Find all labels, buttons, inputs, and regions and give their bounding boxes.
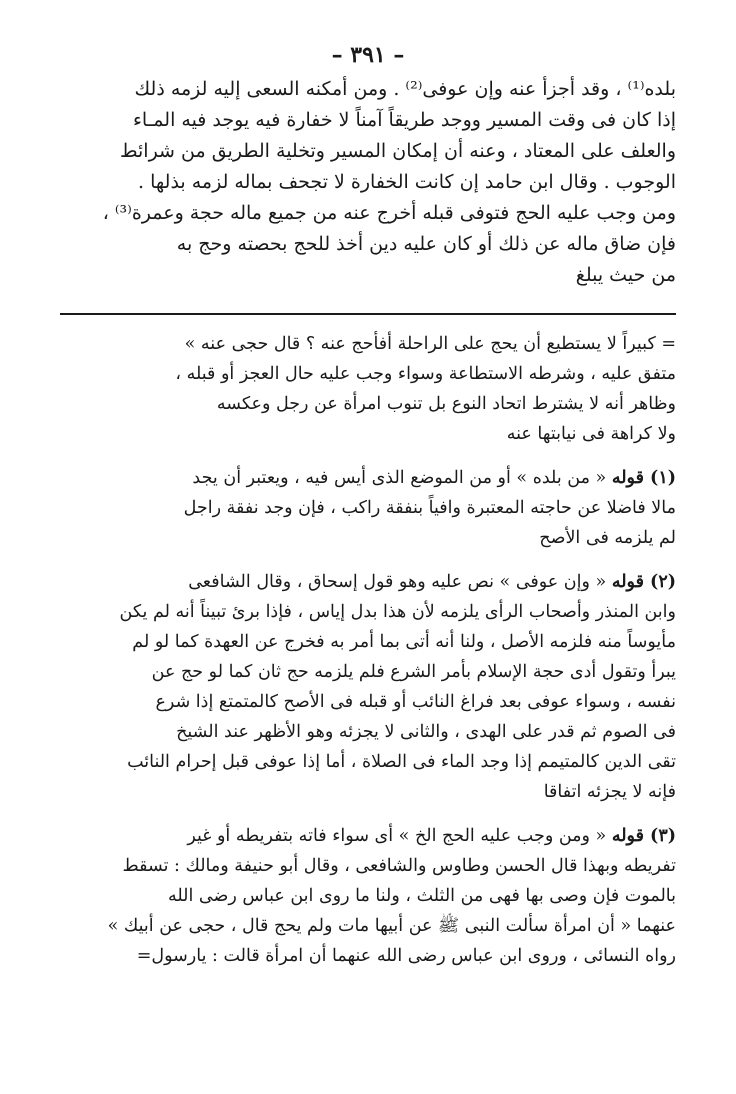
footnote-1 [60, 463, 676, 553]
footnote-3 [60, 821, 676, 971]
footnote-line: وابن المنذر وأصحاب الرأى يلزمه لأن هذا بدل إياس ، فإذا برئ تبيناً أنه لم يكن [119, 602, 676, 622]
footnote-line [60, 821, 676, 851]
footnote-line: مأيوساً منه فلزمه الأصل ، ولنا أنه أتى بما أمر به فخرج عن العهدة كما لو لم [132, 632, 676, 652]
commentary-line: وظاهر أنه لا يشترط اتحاد النوع بل تنوب امرأة عن رجل وعكسه [216, 394, 676, 414]
commentary-continuation [60, 329, 676, 449]
commentary-line: متفق عليه ، وشرطه الاستطاعة وسواء وجب عليه حال العجز أو قبله ، [175, 364, 676, 384]
commentary-line: ولا كراهة فى نيابتها عنه [506, 424, 676, 444]
footnote-line: تفريطه وبهذا قال الحسن وطاوس والشافعى ، وقال أبو حنيفة ومالك : تسقط [122, 856, 676, 876]
footnote-marker: (٢) قوله [611, 572, 676, 592]
footnote-text: « ومن وجب عليه الحج الخ » أى سواء فاته بتفريطه أو غير [187, 826, 612, 846]
footnote-line: يبرأ وتقول أدى حجة الإسلام بأمر الشرع فلم يلزمه حج ثان كما لو حج عن [151, 662, 676, 682]
footnote-line: رواه النسائى ، وروى ابن عباس رضى الله عنهما أن امرأة قالت : يارسول= [136, 946, 676, 966]
book-page [60, 40, 676, 1080]
footnote-line [60, 567, 676, 597]
footnote-marker: (٣) قوله [611, 826, 676, 846]
main-text-line: فإن ضاق ماله عن ذلك أو كان عليه دين أخذ للحج بحصته وحج به [176, 233, 676, 255]
footnote-line: تقى الدين كالمتيمم إذا وجد الماء فى الصلاة ، أما إذا عوفى قبل إحرام النائب [127, 752, 676, 772]
main-text-line: ومن وجب عليه الحج فتوفى قبله أخرج عنه من جميع ماله حجة وعمرة⁽³⁾ ، [102, 202, 676, 224]
commentary-line: = كبيراً لا يستطيع أن يحج على الراحلة أفأحج عنه ؟ قال حجى عنه » [184, 334, 676, 354]
main-text-line: بلده⁽¹⁾ ، وقد أجزأ عنه وإن عوفى⁽²⁾ . ومن أمكنه السعى إليه لزمه ذلك [134, 78, 676, 100]
main-text-line: والعلف على المعتاد ، وعنه أن إمكان المسير وتخلية الطريق من شرائط [119, 140, 676, 162]
footnote-line: لم يلزمه فى الأصح [539, 528, 676, 548]
footnote-2 [60, 567, 676, 807]
footnote-line: فى الصوم ثم قدر على الهدى ، والثانى لا يجزئه وهو الأظهر عند الشيخ [176, 722, 676, 742]
footnote-line: عنهما « أن امرأة سألت النبى ﷺ عن أبيها مات ولم يحج قال ، حجى عن أبيك » [107, 916, 676, 936]
footnote-line [60, 463, 676, 493]
main-text [60, 74, 676, 291]
footnote-text: « من بلده » أو من الموضع الذى أيس فيه ، ويعتبر أن يجد [192, 468, 612, 488]
footnote-text: « وإن عوفى » نص عليه وهو قول إسحاق ، وقال الشافعى [188, 572, 612, 592]
footnote-line: بالموت فإن وصى بها فهى من الثلث ، ولنا ما روى ابن عباس رضى الله [167, 886, 676, 906]
footnote-divider [60, 313, 676, 315]
main-text-line: الوجوب . وقال ابن حامد إن كانت الخفارة لا تجحف بماله لزمه بذلها . [138, 171, 676, 193]
footnote-line: فإنه لا يجزئه اتفاقا [543, 782, 676, 802]
footnote-line: مالا فاضلا عن حاجته المعتبرة وافياً بنفقة راكب ، فإن وجد نفقة راجل [183, 498, 676, 518]
footnote-line: نفسه ، وسواء عوفى بعد فراغ النائب أو قبله فى الأصح كالمتمتع إذا شرع [155, 692, 676, 712]
footnote-marker: (١) قوله [611, 468, 676, 488]
main-text-line: إذا كان فى وقت المسير ووجد طريقاً آمناً لا خفارة فيه يوجد فيه المـاء [133, 109, 676, 131]
page-number: – ٣٩١ – [331, 42, 405, 68]
main-text-line: من حيث يبلغ [575, 264, 676, 286]
